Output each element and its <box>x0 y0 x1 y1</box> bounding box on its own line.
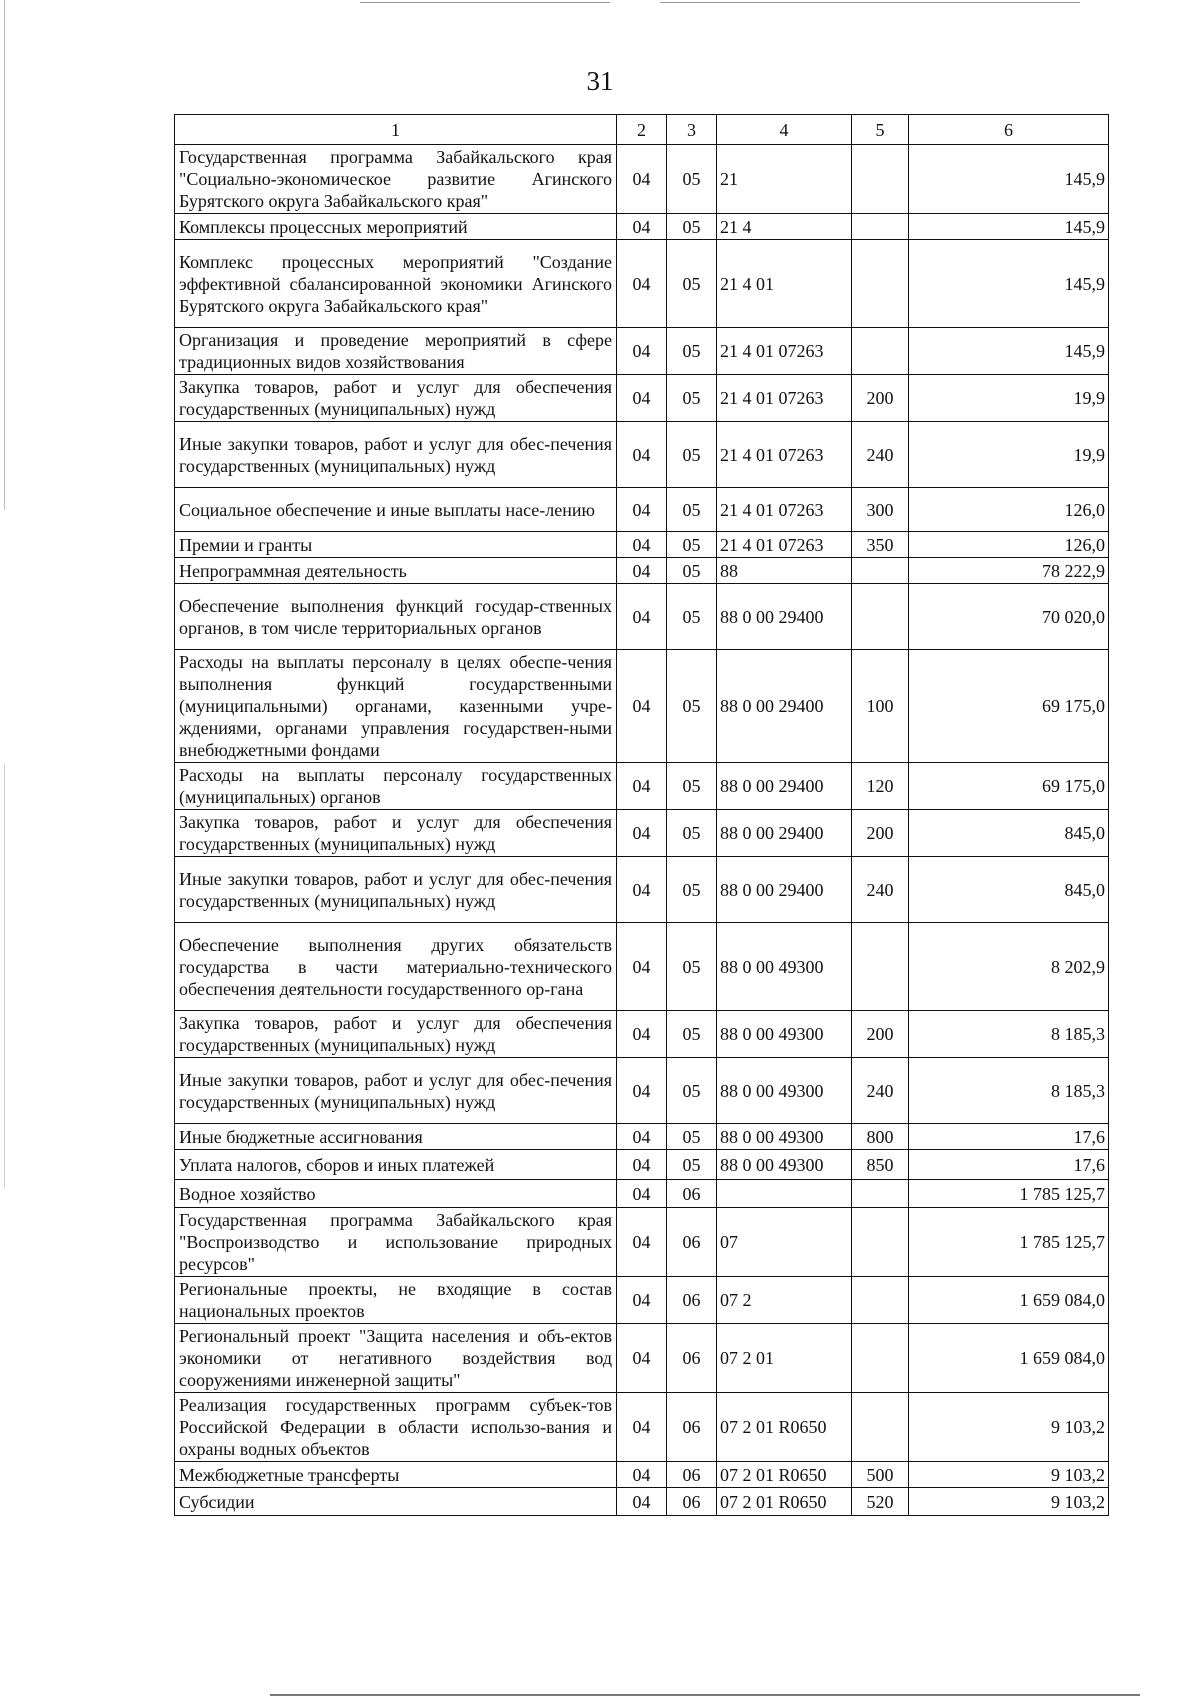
row-name-cell: Комплексы процессных мероприятий <box>175 214 617 240</box>
row-expense-type-cell <box>852 923 909 1011</box>
row-target-code-cell: 21 4 <box>717 214 852 240</box>
table-row <box>175 1124 1109 1150</box>
row-expense-type-cell <box>852 1324 909 1393</box>
row-section-cell: 04 <box>617 422 667 488</box>
row-subsection-cell: 05 <box>667 1124 717 1150</box>
row-sum-cell: 1 785 125,7 <box>909 1208 1109 1277</box>
row-sum-cell: 19,9 <box>909 375 1109 422</box>
table-row <box>175 532 1109 558</box>
table-row <box>175 488 1109 532</box>
row-expense-type-cell <box>852 1277 909 1324</box>
row-expense-type-cell: 200 <box>852 810 909 857</box>
table-row <box>175 923 1109 1011</box>
table-header-row <box>175 115 1109 145</box>
row-name-cell: Государственная программа Забайкальского края "Социально-экономическое развитие Агинского Бурятского округа Забайкальского края" <box>175 145 617 214</box>
row-sum-cell: 69 175,0 <box>909 763 1109 810</box>
row-subsection-cell: 05 <box>667 422 717 488</box>
row-subsection-cell: 05 <box>667 1058 717 1124</box>
row-subsection-cell: 05 <box>667 1150 717 1180</box>
row-name-cell: Социальное обеспечение и иные выплаты насе-лению <box>175 488 617 532</box>
row-expense-type-cell: 500 <box>852 1462 909 1488</box>
row-target-code-cell: 88 0 00 29400 <box>717 584 852 650</box>
row-section-cell: 04 <box>617 1324 667 1393</box>
row-section-cell: 04 <box>617 1124 667 1150</box>
table-row <box>175 1208 1109 1277</box>
row-sum-cell: 8 185,3 <box>909 1011 1109 1058</box>
table-row <box>175 857 1109 923</box>
row-name-cell: Расходы на выплаты персоналу государственных (муниципальных) органов <box>175 763 617 810</box>
row-subsection-cell: 06 <box>667 1488 717 1516</box>
row-section-cell: 04 <box>617 240 667 328</box>
row-sum-cell: 145,9 <box>909 145 1109 214</box>
row-section-cell: 04 <box>617 558 667 584</box>
table-row <box>175 145 1109 214</box>
row-subsection-cell: 05 <box>667 857 717 923</box>
row-name-cell: Субсидии <box>175 1488 617 1516</box>
row-sum-cell: 9 103,2 <box>909 1462 1109 1488</box>
row-name-cell: Иные закупки товаров, работ и услуг для обес-печения государственных (муниципальных) нужд <box>175 422 617 488</box>
row-section-cell: 04 <box>617 810 667 857</box>
row-name-cell: Премии и гранты <box>175 532 617 558</box>
row-expense-type-cell: 300 <box>852 488 909 532</box>
row-target-code-cell: 88 0 00 29400 <box>717 810 852 857</box>
table-row <box>175 1324 1109 1393</box>
row-target-code-cell: 07 <box>717 1208 852 1277</box>
row-target-code-cell: 88 <box>717 558 852 584</box>
row-sum-cell: 17,6 <box>909 1124 1109 1150</box>
header-cell-target-code: 4 <box>717 115 852 145</box>
row-expense-type-cell <box>852 1393 909 1462</box>
row-sum-cell: 1 785 125,7 <box>909 1180 1109 1208</box>
row-section-cell: 04 <box>617 763 667 810</box>
row-sum-cell: 1 659 084,0 <box>909 1324 1109 1393</box>
scan-edge-mark <box>4 0 5 1698</box>
row-target-code-cell: 88 0 00 29400 <box>717 650 852 763</box>
row-expense-type-cell <box>852 240 909 328</box>
row-section-cell: 04 <box>617 1462 667 1488</box>
row-sum-cell: 8 185,3 <box>909 1058 1109 1124</box>
row-expense-type-cell: 240 <box>852 857 909 923</box>
scan-top-mark <box>660 2 1080 3</box>
row-expense-type-cell: 850 <box>852 1150 909 1180</box>
row-target-code-cell: 07 2 01 R0650 <box>717 1488 852 1516</box>
row-subsection-cell: 05 <box>667 923 717 1011</box>
row-section-cell: 04 <box>617 1150 667 1180</box>
table-row <box>175 240 1109 328</box>
row-subsection-cell: 06 <box>667 1462 717 1488</box>
row-subsection-cell: 06 <box>667 1208 717 1277</box>
row-subsection-cell: 05 <box>667 328 717 375</box>
row-section-cell: 04 <box>617 375 667 422</box>
table-row <box>175 584 1109 650</box>
row-target-code-cell: 21 4 01 07263 <box>717 488 852 532</box>
row-subsection-cell: 05 <box>667 763 717 810</box>
row-target-code-cell: 07 2 <box>717 1277 852 1324</box>
row-expense-type-cell <box>852 1180 909 1208</box>
row-name-cell: Уплата налогов, сборов и иных платежей <box>175 1150 617 1180</box>
row-target-code-cell: 88 0 00 49300 <box>717 923 852 1011</box>
row-target-code-cell: 88 0 00 29400 <box>717 857 852 923</box>
row-section-cell: 04 <box>617 1180 667 1208</box>
row-expense-type-cell: 200 <box>852 1011 909 1058</box>
row-subsection-cell: 06 <box>667 1277 717 1324</box>
row-name-cell: Водное хозяйство <box>175 1180 617 1208</box>
row-expense-type-cell: 240 <box>852 1058 909 1124</box>
header-cell-section: 2 <box>617 115 667 145</box>
row-expense-type-cell <box>852 328 909 375</box>
table-row <box>175 422 1109 488</box>
row-expense-type-cell: 100 <box>852 650 909 763</box>
row-name-cell: Иные закупки товаров, работ и услуг для обес-печения государственных (муниципальных) нужд <box>175 1058 617 1124</box>
table-row <box>175 1393 1109 1462</box>
header-cell-expense-type: 5 <box>852 115 909 145</box>
row-target-code-cell: 21 4 01 07263 <box>717 532 852 558</box>
table-row <box>175 1150 1109 1180</box>
row-subsection-cell: 05 <box>667 810 717 857</box>
row-sum-cell: 9 103,2 <box>909 1488 1109 1516</box>
scan-top-mark <box>360 2 610 3</box>
row-subsection-cell: 06 <box>667 1393 717 1462</box>
row-name-cell: Межбюджетные трансферты <box>175 1462 617 1488</box>
row-subsection-cell: 05 <box>667 558 717 584</box>
budget-table <box>174 114 1109 1516</box>
row-name-cell: Иные закупки товаров, работ и услуг для обес-печения государственных (муниципальных) нужд <box>175 857 617 923</box>
row-subsection-cell: 05 <box>667 1011 717 1058</box>
row-target-code-cell: 88 0 00 49300 <box>717 1124 852 1150</box>
row-expense-type-cell <box>852 214 909 240</box>
row-name-cell: Региональный проект "Защита населения и объ-ектов экономики от негативного воздействия вод сооружениями инженерной защиты" <box>175 1324 617 1393</box>
table-row <box>175 328 1109 375</box>
table-row <box>175 650 1109 763</box>
row-target-code-cell <box>717 1180 852 1208</box>
row-name-cell: Непрограммная деятельность <box>175 558 617 584</box>
row-name-cell: Закупка товаров, работ и услуг для обеспечения государственных (муниципальных) нужд <box>175 375 617 422</box>
row-section-cell: 04 <box>617 214 667 240</box>
row-target-code-cell: 88 0 00 29400 <box>717 763 852 810</box>
row-name-cell: Обеспечение выполнения функций государ-ственных органов, в том числе территориальных органов <box>175 584 617 650</box>
row-target-code-cell: 21 4 01 07263 <box>717 328 852 375</box>
table-row <box>175 810 1109 857</box>
row-section-cell: 04 <box>617 1393 667 1462</box>
row-sum-cell: 1 659 084,0 <box>909 1277 1109 1324</box>
row-name-cell: Региональные проекты, не входящие в состав национальных проектов <box>175 1277 617 1324</box>
row-subsection-cell: 05 <box>667 584 717 650</box>
table-row <box>175 763 1109 810</box>
row-target-code-cell: 21 <box>717 145 852 214</box>
table-row <box>175 1462 1109 1488</box>
row-name-cell: Закупка товаров, работ и услуг для обеспечения государственных (муниципальных) нужд <box>175 810 617 857</box>
row-sum-cell: 8 202,9 <box>909 923 1109 1011</box>
row-sum-cell: 17,6 <box>909 1150 1109 1180</box>
row-sum-cell: 70 020,0 <box>909 584 1109 650</box>
row-expense-type-cell <box>852 145 909 214</box>
row-subsection-cell: 05 <box>667 240 717 328</box>
table-row <box>175 1011 1109 1058</box>
row-sum-cell: 19,9 <box>909 422 1109 488</box>
row-target-code-cell: 21 4 01 07263 <box>717 422 852 488</box>
row-name-cell: Иные бюджетные ассигнования <box>175 1124 617 1150</box>
row-section-cell: 04 <box>617 1208 667 1277</box>
row-sum-cell: 78 222,9 <box>909 558 1109 584</box>
scan-bottom-mark <box>270 1694 1140 1696</box>
row-section-cell: 04 <box>617 328 667 375</box>
header-cell-name: 1 <box>175 115 617 145</box>
row-expense-type-cell <box>852 1208 909 1277</box>
table-row <box>175 558 1109 584</box>
row-target-code-cell: 88 0 00 49300 <box>717 1058 852 1124</box>
row-sum-cell: 145,9 <box>909 240 1109 328</box>
header-cell-subsection: 3 <box>667 115 717 145</box>
row-section-cell: 04 <box>617 532 667 558</box>
table-row <box>175 1488 1109 1516</box>
row-subsection-cell: 06 <box>667 1324 717 1393</box>
row-target-code-cell: 21 4 01 07263 <box>717 375 852 422</box>
row-target-code-cell: 07 2 01 <box>717 1324 852 1393</box>
row-name-cell: Комплекс процессных мероприятий "Создание эффективной сбалансированной экономики Агинского Бурятского округа Забайкальского края" <box>175 240 617 328</box>
row-subsection-cell: 05 <box>667 145 717 214</box>
row-section-cell: 04 <box>617 584 667 650</box>
row-expense-type-cell: 240 <box>852 422 909 488</box>
row-subsection-cell: 05 <box>667 214 717 240</box>
row-sum-cell: 845,0 <box>909 810 1109 857</box>
row-expense-type-cell: 800 <box>852 1124 909 1150</box>
row-sum-cell: 126,0 <box>909 532 1109 558</box>
table-row <box>175 1180 1109 1208</box>
row-section-cell: 04 <box>617 650 667 763</box>
row-sum-cell: 145,9 <box>909 328 1109 375</box>
row-subsection-cell: 05 <box>667 532 717 558</box>
row-sum-cell: 145,9 <box>909 214 1109 240</box>
table-row <box>175 214 1109 240</box>
row-target-code-cell: 21 4 01 <box>717 240 852 328</box>
row-section-cell: 04 <box>617 1058 667 1124</box>
row-subsection-cell: 05 <box>667 650 717 763</box>
row-sum-cell: 126,0 <box>909 488 1109 532</box>
row-target-code-cell: 07 2 01 R0650 <box>717 1462 852 1488</box>
table-body <box>175 145 1109 1516</box>
row-section-cell: 04 <box>617 145 667 214</box>
row-name-cell: Закупка товаров, работ и услуг для обеспечения государственных (муниципальных) нужд <box>175 1011 617 1058</box>
header-cell-sum: 6 <box>909 115 1109 145</box>
table-row <box>175 1277 1109 1324</box>
row-target-code-cell: 07 2 01 R0650 <box>717 1393 852 1462</box>
table-row <box>175 375 1109 422</box>
row-target-code-cell: 88 0 00 49300 <box>717 1011 852 1058</box>
row-expense-type-cell: 350 <box>852 532 909 558</box>
row-name-cell: Реализация государственных программ субъек-тов Российской Федерации в области использо-вания и охраны водных объектов <box>175 1393 617 1462</box>
row-sum-cell: 9 103,2 <box>909 1393 1109 1462</box>
row-section-cell: 04 <box>617 857 667 923</box>
row-expense-type-cell: 200 <box>852 375 909 422</box>
row-section-cell: 04 <box>617 923 667 1011</box>
row-subsection-cell: 05 <box>667 488 717 532</box>
row-name-cell: Расходы на выплаты персоналу в целях обеспе-чения выполнения функций государственными (муниципальными) органами, казенными учре-ждениями, органами управления государствен-ными внебюджетными фондами <box>175 650 617 763</box>
row-expense-type-cell: 120 <box>852 763 909 810</box>
row-section-cell: 04 <box>617 1011 667 1058</box>
row-sum-cell: 69 175,0 <box>909 650 1109 763</box>
row-name-cell: Государственная программа Забайкальского края "Воспроизводство и использование природных ресурсов" <box>175 1208 617 1277</box>
row-name-cell: Организация и проведение мероприятий в сфере традиционных видов хозяйствования <box>175 328 617 375</box>
row-subsection-cell: 06 <box>667 1180 717 1208</box>
row-section-cell: 04 <box>617 1277 667 1324</box>
row-expense-type-cell: 520 <box>852 1488 909 1516</box>
row-section-cell: 04 <box>617 1488 667 1516</box>
row-section-cell: 04 <box>617 488 667 532</box>
table-row <box>175 1058 1109 1124</box>
row-sum-cell: 845,0 <box>909 857 1109 923</box>
row-expense-type-cell <box>852 558 909 584</box>
row-name-cell: Обеспечение выполнения других обязательств государства в части материально-технического обеспечения деятельности государственного ор-гана <box>175 923 617 1011</box>
row-expense-type-cell <box>852 584 909 650</box>
row-target-code-cell: 88 0 00 49300 <box>717 1150 852 1180</box>
row-subsection-cell: 05 <box>667 375 717 422</box>
page-number: 31 <box>586 66 614 96</box>
